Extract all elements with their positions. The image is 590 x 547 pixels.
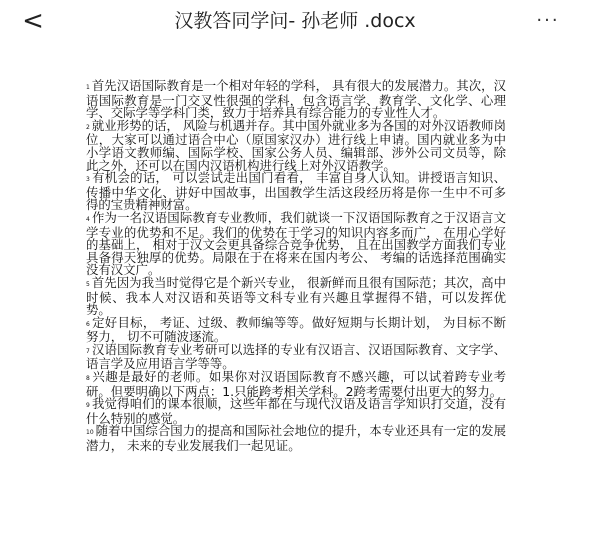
paragraph-text: 随着中国综合国力的提高和国际社会地位的提升，本专业还具有一定的发展潜力， 未来的专业发展我们一起见证。 <box>86 423 506 454</box>
paragraph-number: 10 <box>86 429 94 437</box>
paragraph-1 <box>86 80 506 120</box>
document-title: 汉教答同学问- 孙老师 .docx <box>174 10 416 32</box>
paragraph-5 <box>86 274 506 318</box>
paragraph-text: 作为一名汉语国际教育专业教师，我们就谈一下汉语国际教育之于汉语言文学专业的优势和不足。我们的优势在于学习的知识内容多而广， 在用心学好的基础上， 相对于汉文会更具备综合竞争优势， 且在出国教学方面我们专业具备得天独厚的优势。局限在于在将来在国内考公、 考编的话选择范围确实没有汉文广。 <box>86 209 506 278</box>
paragraph-text: 兴趣是最好的老师。如果你对汉语国际教育不感兴趣，可以试着跨专业考研。但要明确以下两点：1.只能跨考相关学科。2跨考需要付出更大的努力。 <box>86 369 506 399</box>
paragraph-number: 3 <box>86 176 90 184</box>
paragraph-text: 定好目标， 考证、过级、教师编等等。做好短期与长期计划， 为目标不断努力， 切不可随波逐流。 <box>86 314 506 345</box>
paragraph-4 <box>86 209 506 278</box>
paragraph-number: 7 <box>86 347 90 355</box>
paragraph-number: 5 <box>86 280 90 288</box>
paragraph-text: 首先因为我当时觉得它是个新兴专业， 很新鲜而且很有国际范；其次，高中时候、我本人对汉语和英语等文科专业有兴趣且掌握得不错，可以发挥优势。 <box>86 274 506 318</box>
paragraph-text: 汉语国际教育专业考研可以选择的专业有汉语言、汉语国际教育、文字学、语言学及应用语言学等等。 <box>86 341 506 372</box>
paragraph-number: 6 <box>86 320 90 328</box>
paragraph-7 <box>86 341 506 372</box>
more-options-icon[interactable]: ··· <box>536 10 560 31</box>
paragraph-text: 首先汉语国际教育是一个相对年轻的学科， 具有很大的发展潜力。其次，汉语国际教育是一门交叉性很强的学科，包含语言学、教育学、文化学、心理学、交际学等学科门类，致力于培养具有综合能力的专业性人才。 <box>86 78 506 121</box>
paragraph-10 <box>86 425 506 452</box>
paragraph-text: 就业形势的话， 风险与机遇并存。其中国外就业多为各国的对外汉语教师岗位，大家可以通过语合中心（原国家汉办）进行线上申请。国内就业多为中小学语文教师编、国际学校、国家公务人员、编辑部、涉外公司文员等，除此之外，还可以在国内汉语机构进行线上对外汉语教学。 <box>86 117 506 173</box>
paragraph-number: 9 <box>86 402 90 410</box>
paragraph-number: 2 <box>86 123 90 131</box>
paragraph-text: 我觉得咱们的课本很顺，这些年都在与现代汉语及语言学知识打交道，没有什么特别的感觉。 <box>86 396 506 426</box>
paragraph-9 <box>86 398 506 425</box>
back-chevron-icon[interactable]: < <box>22 6 44 36</box>
paragraph-number: 8 <box>86 375 90 383</box>
paragraph-2 <box>86 117 506 173</box>
paragraph-3 <box>86 172 506 212</box>
paragraph-number: 1 <box>86 84 90 91</box>
paragraph-8 <box>86 371 506 398</box>
top-bar <box>0 0 590 44</box>
paragraph-number: 4 <box>86 215 90 223</box>
document-body <box>86 80 506 453</box>
paragraph-text: 有机会的话， 可以尝试走出国门看看， 丰富自身人认知。讲授语言知识、传播中华文化、讲好中国故事，出国教学生活这段经历将是你一生中不可多得的宝贵精神财富。 <box>86 170 506 213</box>
paragraph-6 <box>86 314 506 345</box>
